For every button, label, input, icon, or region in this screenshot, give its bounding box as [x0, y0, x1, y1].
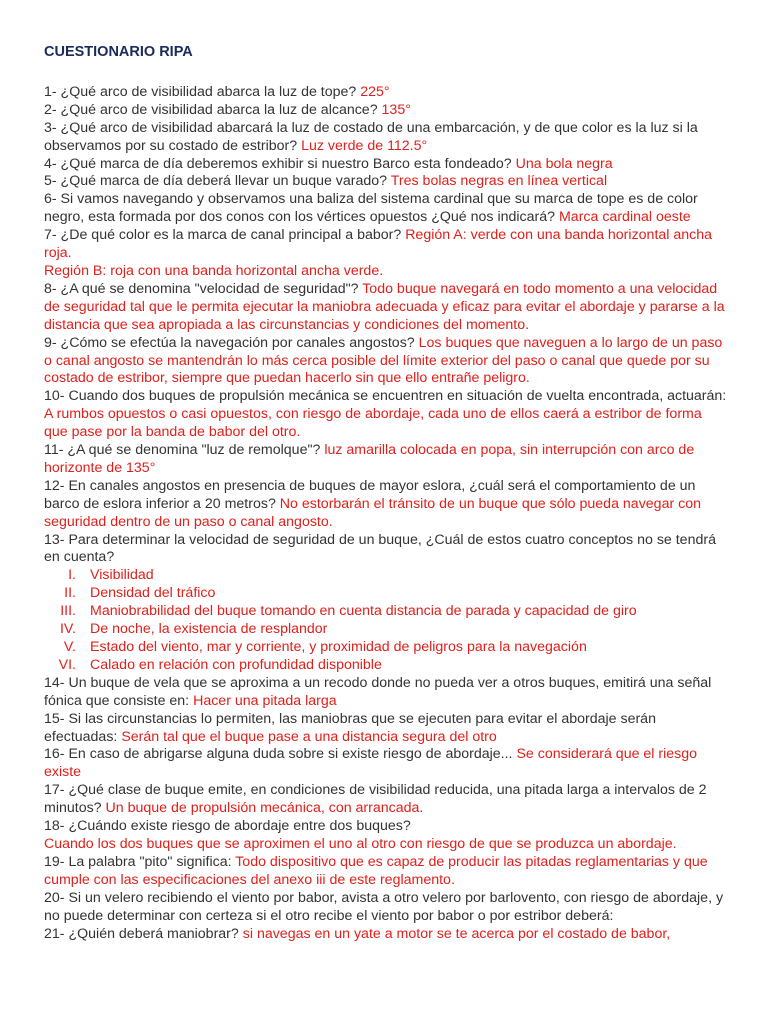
answer-text: Cuando los dos buques que se aproximen el uno al otro con riesgo de que se produzca un abordaje.: [44, 835, 677, 852]
question-item: [44, 478, 728, 532]
roman-option-text: Densidad del tráfico: [90, 585, 216, 602]
roman-numeral: IV.: [59, 621, 76, 638]
answer-text: Se considerará que el riesgo existe: [44, 746, 698, 781]
roman-option-text: Visibilidad: [90, 567, 154, 584]
question-text: 8- ¿A qué se denomina "velocidad de seguridad"?: [44, 280, 363, 297]
question-item: [44, 746, 728, 782]
answer-text: Luz verde de 112.5°: [301, 137, 428, 154]
question-text: 2- ¿Qué arco de visibilidad abarca la luz de alcance?: [44, 101, 382, 118]
roman-numeral: I.: [68, 567, 76, 584]
question-item: [44, 854, 728, 890]
question-item: [44, 281, 728, 335]
question-item: [44, 84, 728, 102]
roman-option: [44, 657, 728, 675]
roman-option-text: Calado en relación con profundidad disponible: [90, 656, 382, 673]
question-text: 1- ¿Qué arco de visibilidad abarca la luz de tope?: [44, 83, 361, 100]
roman-numeral: V.: [63, 639, 76, 655]
roman-option-text: Maniobrabilidad del buque tomando en cuenta distancia de parada y capacidad de giro: [90, 603, 637, 620]
roman-option: [44, 567, 728, 585]
question-item: [44, 782, 728, 818]
answer-text: A rumbos opuestos o casi opuestos, con riesgo de abordaje, cada uno de ellos caerá a estribor de forma que pase por la banda de babor del otro.: [44, 406, 702, 441]
question-list: [44, 84, 728, 567]
question-text: 17- ¿Qué clase de buque emite, en condiciones de visibilidad reducida, una pitada larga a intervalos de 2 minutos?: [44, 782, 707, 817]
roman-option: [44, 621, 728, 639]
question-text: 19- La palabra "pito" significa:: [44, 853, 236, 870]
question-text: 16- En caso de abrigarse alguna duda sobre si existe riesgo de abordaje...: [44, 746, 517, 763]
question-text: 12- En canales angostos en presencia de buques de mayor eslora, ¿cuál será el comportamiento de un barco de eslora inferior a 20 metros?: [44, 477, 696, 512]
question-text: 3- ¿Qué arco de visibilidad abarcará la luz de costado de una embarcación, y de que color es la luz si la observamos por su costado de estribor?: [44, 119, 698, 154]
question-item: [44, 836, 728, 854]
question-item: [44, 120, 728, 156]
roman-numeral: II.: [64, 585, 76, 602]
answer-text: No estorbarán el tránsito de un buque que sólo pueda navegar con seguridad dentro de un paso o canal angosto.: [44, 495, 701, 530]
answer-text: Serán tal que el buque pase a una distancia segura del otro: [121, 728, 497, 745]
question-text: 20- Si un velero recibiendo el viento por babor, avista a otro velero por barlovento, con riesgo de abordaje, y no puede determinar con certeza si el otro recibe el viento por babor o por estribor deberá:: [44, 889, 724, 924]
document-page: [44, 44, 728, 943]
question-item: [44, 890, 728, 926]
roman-option-text: Estado del viento, mar y corriente, y proximidad de peligros para la navegación: [90, 639, 587, 655]
question-text: 10- Cuando dos buques de propulsión mecánica se encuentren en situación de vuelta encontrada, actuarán:: [44, 388, 727, 405]
answer-text: si navegas en un yate a motor se te acerca por el costado de babor,: [242, 925, 671, 942]
answer-text: Tres bolas negras en línea vertical: [390, 173, 608, 190]
question-item: [44, 532, 728, 568]
question-item: [44, 263, 728, 281]
answer-text: Hacer una pitada larga: [193, 692, 337, 709]
question-text: 21- ¿Quién deberá maniobrar?: [44, 925, 243, 942]
roman-option: [44, 603, 728, 621]
document-title: CUESTIONARIO RIPA: [44, 44, 193, 60]
answer-text: Los buques que naveguen a lo largo de un paso o canal angosto se mantendrán lo más cerca posible del límite exterior del paso o canal que quede por su costado de estribor, siempre que puedan hacerlo sin que ello entrañe peligro.: [44, 334, 723, 387]
question-text: 9- ¿Cómo se efectúa la navegación por canales angostos?: [44, 334, 419, 351]
question-text: 11- ¿A qué se denomina "luz de remolque"?: [44, 442, 325, 459]
answer-text: Región B: roja con una banda horizontal ancha verde.: [44, 262, 384, 279]
answer-text: Todo buque navegará en todo momento a una velocidad de seguridad tal que le permita ejecutar la maniobra adecuada y eficaz para evitar el abordaje y pararse a la distancia que sea apropiada a las circunstancias y condiciones del momento.: [44, 280, 725, 333]
answer-text: Una bola negra: [515, 155, 613, 172]
roman-option: [44, 639, 728, 657]
answer-text: Región A: verde con una banda horizontal ancha roja.: [44, 227, 713, 262]
question-item: [44, 711, 728, 747]
question-item: [44, 335, 728, 389]
question-text: 14- Un buque de vela que se aproxima a un recodo donde no pueda ver a otros buques, emitirá una señal fónica que consiste en:: [44, 674, 712, 709]
roman-numeral: III.: [60, 603, 76, 620]
question-text: 13- Para determinar la velocidad de seguridad de un buque, ¿Cuál de estos cuatro conceptos no se tendrá en cuenta?: [44, 531, 716, 566]
answer-text: 225°: [360, 83, 390, 100]
question-item: [44, 102, 728, 120]
question-text: 5- ¿Qué marca de día deberá llevar un buque varado?: [44, 173, 391, 190]
answer-text: Todo dispositivo que es capaz de producir las pitadas reglamentarias y que cumple con las especificaciones del anexo iii de este reglamento.: [44, 853, 708, 888]
question-text: 6- Si vamos navegando y observamos una baliza del sistema cardinal que su marca de tope es de color negro, esta formada por dos conos con los vértices opuestos ¿Qué nos indicará?: [44, 191, 698, 226]
question-item: [44, 191, 728, 227]
roman-numeral: VI.: [58, 656, 76, 673]
answer-text: Un buque de propulsión mecánica, con arrancada.: [105, 800, 424, 817]
question-item: [44, 675, 728, 711]
question-item: [44, 442, 728, 478]
question-item: [44, 156, 728, 174]
roman-option: [44, 585, 728, 603]
answer-text: Marca cardinal oeste: [558, 209, 691, 226]
question-text: 7- ¿De qué color es la marca de canal principal a babor?: [44, 227, 406, 244]
question-list-continued: [44, 675, 728, 944]
question-item: [44, 388, 728, 442]
question-text: 4- ¿Qué marca de día deberemos exhibir si nuestro Barco esta fondeado?: [44, 155, 516, 172]
question-item: [44, 173, 728, 191]
roman-option-text: De noche, la existencia de resplandor: [90, 621, 328, 638]
question-item: [44, 227, 728, 263]
question-item: [44, 818, 728, 836]
question-item: [44, 926, 728, 944]
question-text: 15- Si las circunstancias lo permiten, las maniobras que se ejecuten para evitar el abordaje serán efectuadas:: [44, 710, 656, 745]
roman-options-list: [44, 567, 728, 674]
question-text: 18- ¿Cuándo existe riesgo de abordaje entre dos buques?: [44, 818, 411, 835]
answer-text: luz amarilla colocada en popa, sin interrupción con arco de horizonte de 135°: [44, 442, 695, 476]
answer-text: 135°: [381, 101, 411, 118]
